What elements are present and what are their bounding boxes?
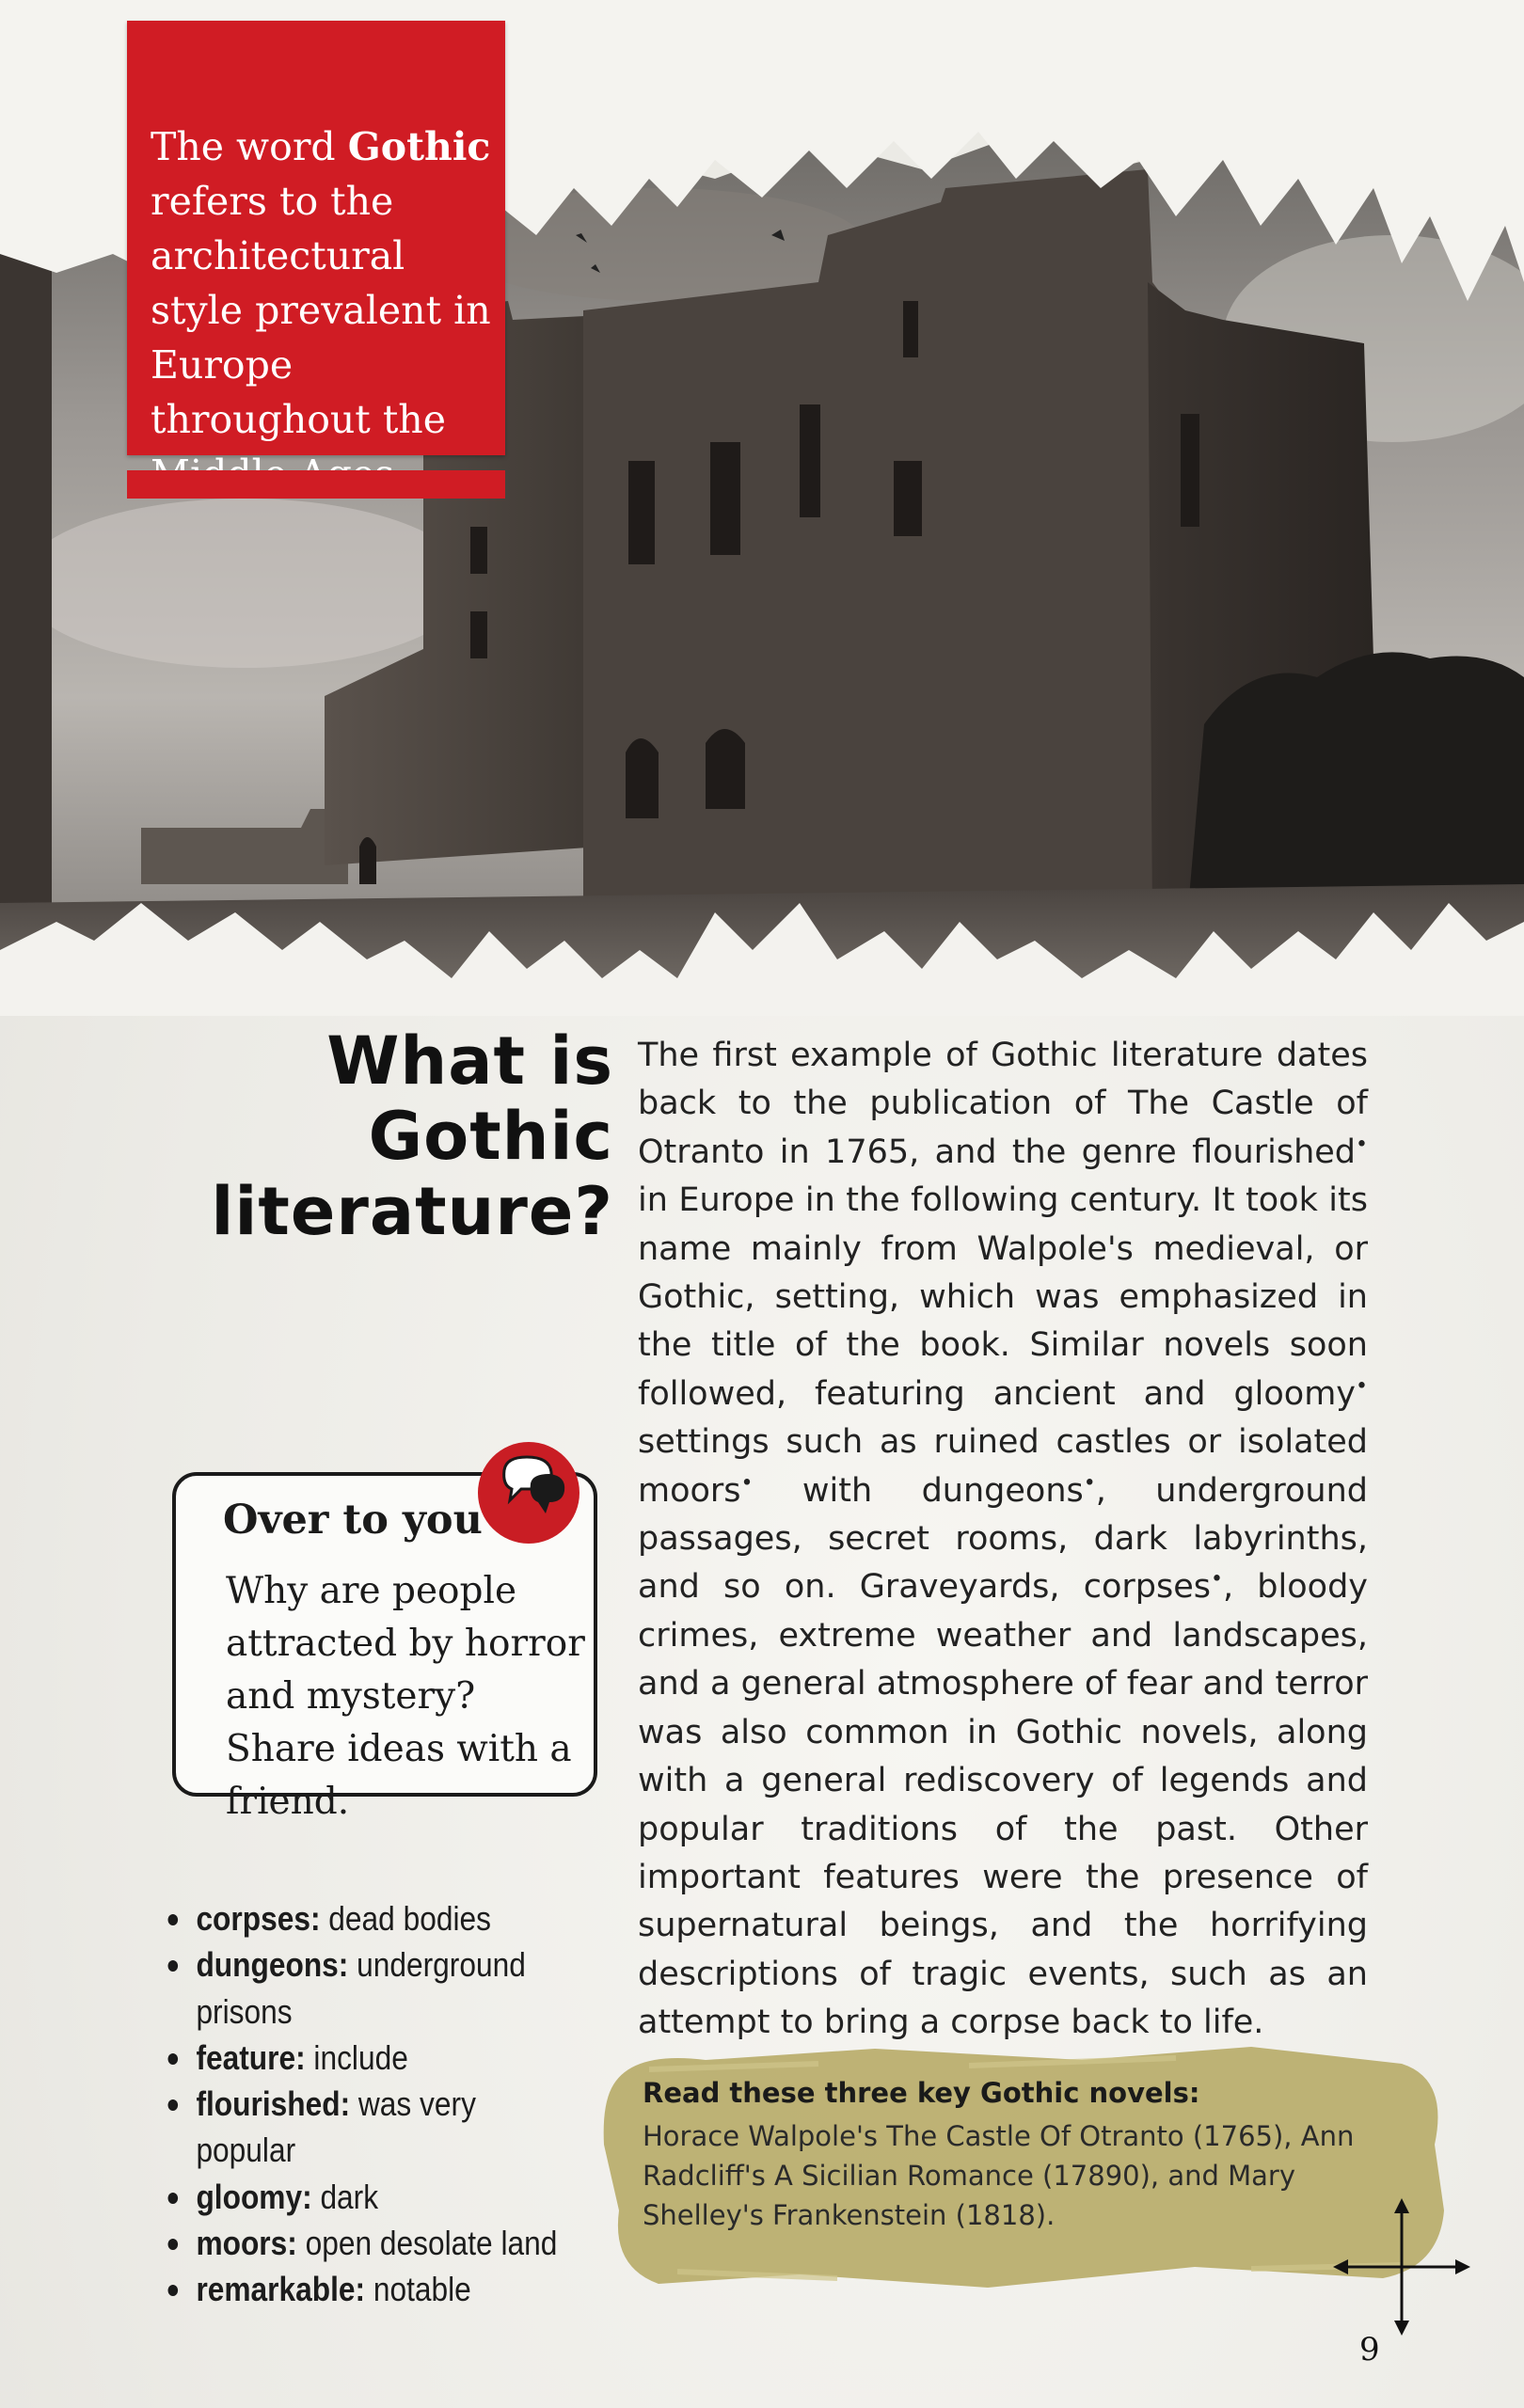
sidebar-note-text: The word Gothic refers to the architectural style prevalent in Europe throughout the [151,124,491,442]
glossary-item: remarkable: notable [165,2266,562,2312]
glossary-marker: • [1083,1471,1096,1495]
glossary-item: dungeons: underground prisons [165,1941,562,2035]
over-to-you-heading: Over to you [223,1497,483,1544]
key-novels-panel [616,2051,1444,2281]
page-title: What is Gothic literature? [211,1022,613,1250]
glossary-marker: • [1356,1133,1368,1157]
glossary-marker: • [1211,1567,1223,1592]
glossary-item: moors: open desolate land [165,2220,562,2266]
glossary-item: feature: include [165,2035,562,2081]
key-novels-heading: Read these three key Gothic novels: [643,2077,1200,2109]
key-novels-text: Horace Walpole's The Castle Of Otranto (1765), Ann Radcliff's A Sicilian Romance (17890), and Mary Shelley's Frankenstein (1818). [643,2120,1355,2231]
crosshair-icon [1331,2196,1472,2337]
sidebar-note-box [127,21,505,455]
speech-bubble-icon [478,1442,579,1544]
sidebar-note-underline [127,470,505,499]
glossary-item: gloomy: dark [165,2174,562,2220]
glossary-marker: • [740,1471,754,1495]
body-paragraph: The first example of Gothic literature dates back to the publication of The Castle of Otranto in 1765, and the genre flourished• in Europe in the following century. It took its name mainly from Walpole's medieval, or Gothic, setting, which was emphasized in the title of the book. Similar novels soon followed, featuring ancient and gloomy• settings such as ruined castles or isolated moors• with dungeons•, underground passages, secret rooms, dark labyrinths, and so on. Graveyards, corpses•, bloody crimes, extreme weather and landscapes, and a general atmosphere of fear and terror was also common in Gothic novels, along with a general rediscovery of legends and popular traditions of the past. Other important features were the presence of supernatural beings, and the horrifying descriptions of tragic events, such as an attempt to bring a corpse back to life. [638,1037,1369,2042]
glossary-item: flourished: was very popular [165,2081,562,2174]
glossary-list [165,1895,562,2313]
glossary-marker: • [1356,1374,1368,1399]
sidebar-note-keyword: Gothic [347,124,491,169]
glossary-item: corpses: dead bodies [165,1895,562,1941]
over-to-you-prompt: Why are people attracted by horror and mystery? Share ideas with a friend. [226,1570,585,1823]
page-number: 9 [1359,2331,1380,2368]
